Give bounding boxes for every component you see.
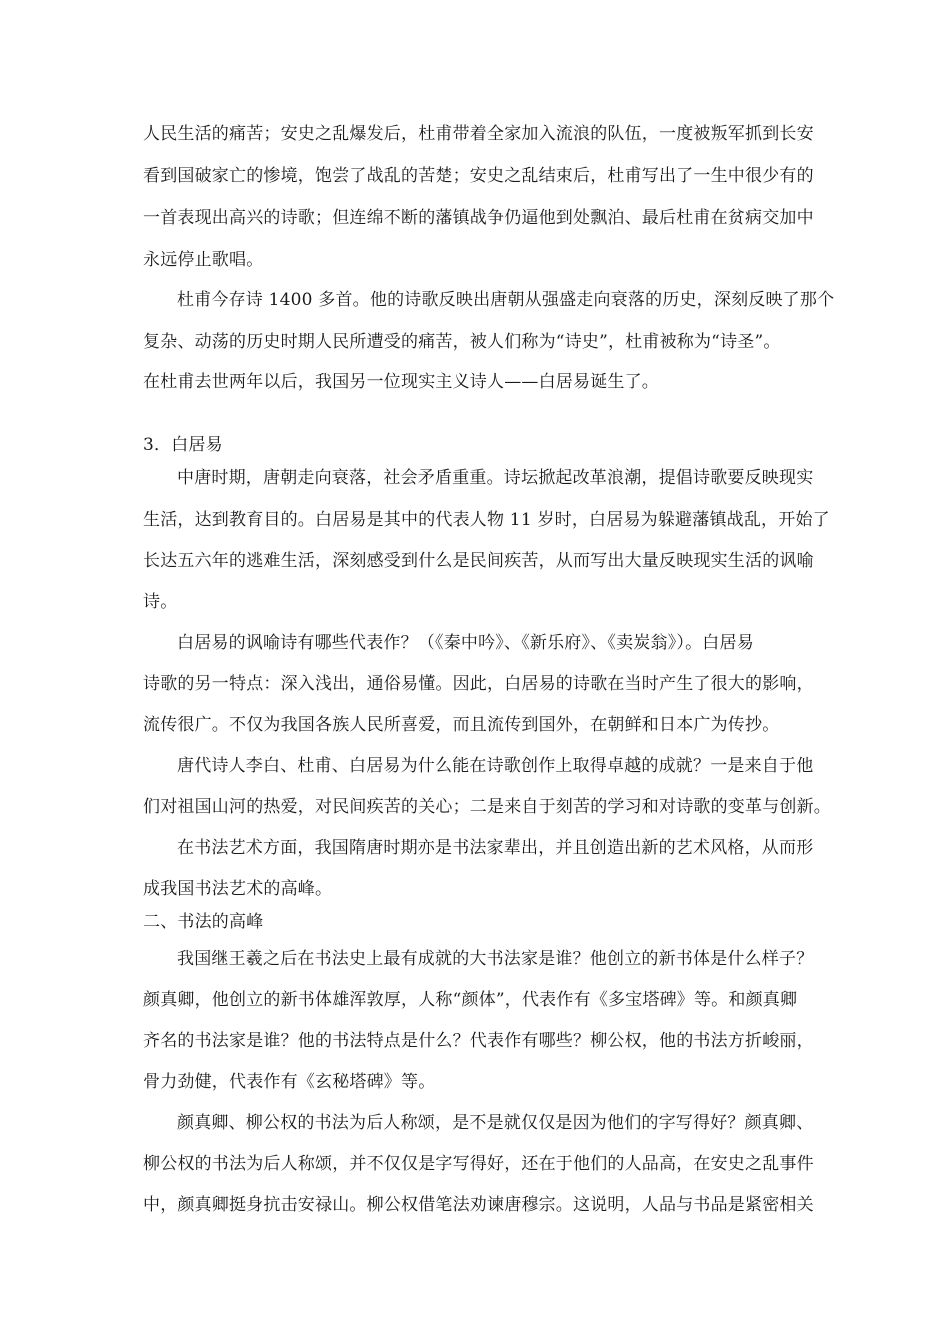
text-line: 齐名的书法家是谁？他的书法特点是什么？代表作有哪些？柳公权，他的书法方折峻丽， [143, 1031, 814, 1051]
paragraph-line: 我国继王羲之后在书法史上最有成就的大书法家是谁？他创立的新书体是什么样子？ [177, 949, 814, 969]
paragraph-line: 杜甫今存诗 1400 多首。他的诗歌反映出唐朝从强盛走向衰落的历史，深刻反映了那个 [177, 290, 835, 310]
text-line: 诗。 [143, 592, 178, 612]
text-line: 永远停止歌唱。 [143, 250, 264, 270]
text-line: 成我国书法艺术的高峰。 [143, 879, 333, 899]
paragraph-line: 中唐时期，唐朝走向衰落，社会矛盾重重。诗坛掀起改革浪潮，提倡诗歌要反映现实 [177, 468, 814, 488]
text-line: 柳公权的书法为后人称颂，并不仅仅是字写得好，还在于他们的人品高，在安史之乱事件 [143, 1154, 814, 1174]
text-line: 诗歌的另一特点：深入浅出，通俗易懂。因此，白居易的诗歌在当时产生了很大的影响， [143, 674, 814, 694]
text-line: 们对祖国山河的热爱，对民间疾苦的关心；二是来自于刻苦的学习和对诗歌的变革与创新。 [143, 797, 831, 817]
text-line: 生活，达到教育目的。白居易是其中的代表人物 11 岁时，白居易为躲避藩镇战乱，开始了 [143, 510, 830, 530]
text-line: 在杜甫去世两年以后，我国另一位现实主义诗人——白居易诞生了。 [143, 372, 659, 392]
section-heading: 3．白居易 [143, 435, 223, 455]
text-line: 复杂、动荡的历史时期人民所遭受的痛苦，被人们称为“诗史”，杜甫被称为“诗圣”。 [143, 332, 781, 352]
text-line: 看到国破家亡的惨境，饱尝了战乱的苦楚；安史之乱结束后，杜甫写出了一生中很少有的 [143, 166, 814, 186]
text-line: 中，颜真卿挺身抗击安禄山。柳公权借笔法劝谏唐穆宗。这说明，人品与书品是紧密相关 [143, 1195, 814, 1215]
text-line: 长达五六年的逃难生活，深刻感受到什么是民间疾苦，从而写出大量反映现实生活的讽喻 [143, 551, 814, 571]
section-heading: 二、书法的高峰 [143, 912, 264, 932]
text-line: 一首表现出高兴的诗歌；但连绵不断的藩镇战争仍逼他到处飘泊、最后杜甫在贫病交加中 [143, 208, 814, 228]
paragraph-line: 颜真卿、柳公权的书法为后人称颂，是不是就仅仅是因为他们的字写得好？颜真卿、 [177, 1113, 814, 1133]
text-line: 人民生活的痛苦；安史之乱爆发后，杜甫带着全家加入流浪的队伍，一度被叛军抓到长安 [143, 124, 814, 144]
paragraph-line: 在书法艺术方面，我国隋唐时期亦是书法家辈出，并且创造出新的艺术风格，从而形 [177, 838, 814, 858]
text-line: 流传很广。不仅为我国各族人民所喜爱，而且流传到国外，在朝鲜和日本广为传抄。 [143, 715, 780, 735]
text-line: 骨力劲健，代表作有《玄秘塔碑》等。 [143, 1072, 436, 1092]
paragraph-line: 白居易的讽喻诗有哪些代表作？（《秦中吟》、《新乐府》、《卖炭翁》）。白居易 [177, 633, 754, 653]
paragraph-line: 唐代诗人李白、杜甫、白居易为什么能在诗歌创作上取得卓越的成就？一是来自于他 [177, 756, 814, 776]
text-line: 颜真卿，他创立的新书体雄浑敦厚，人称“颜体”，代表作有《多宝塔碑》等。和颜真卿 [143, 990, 798, 1010]
